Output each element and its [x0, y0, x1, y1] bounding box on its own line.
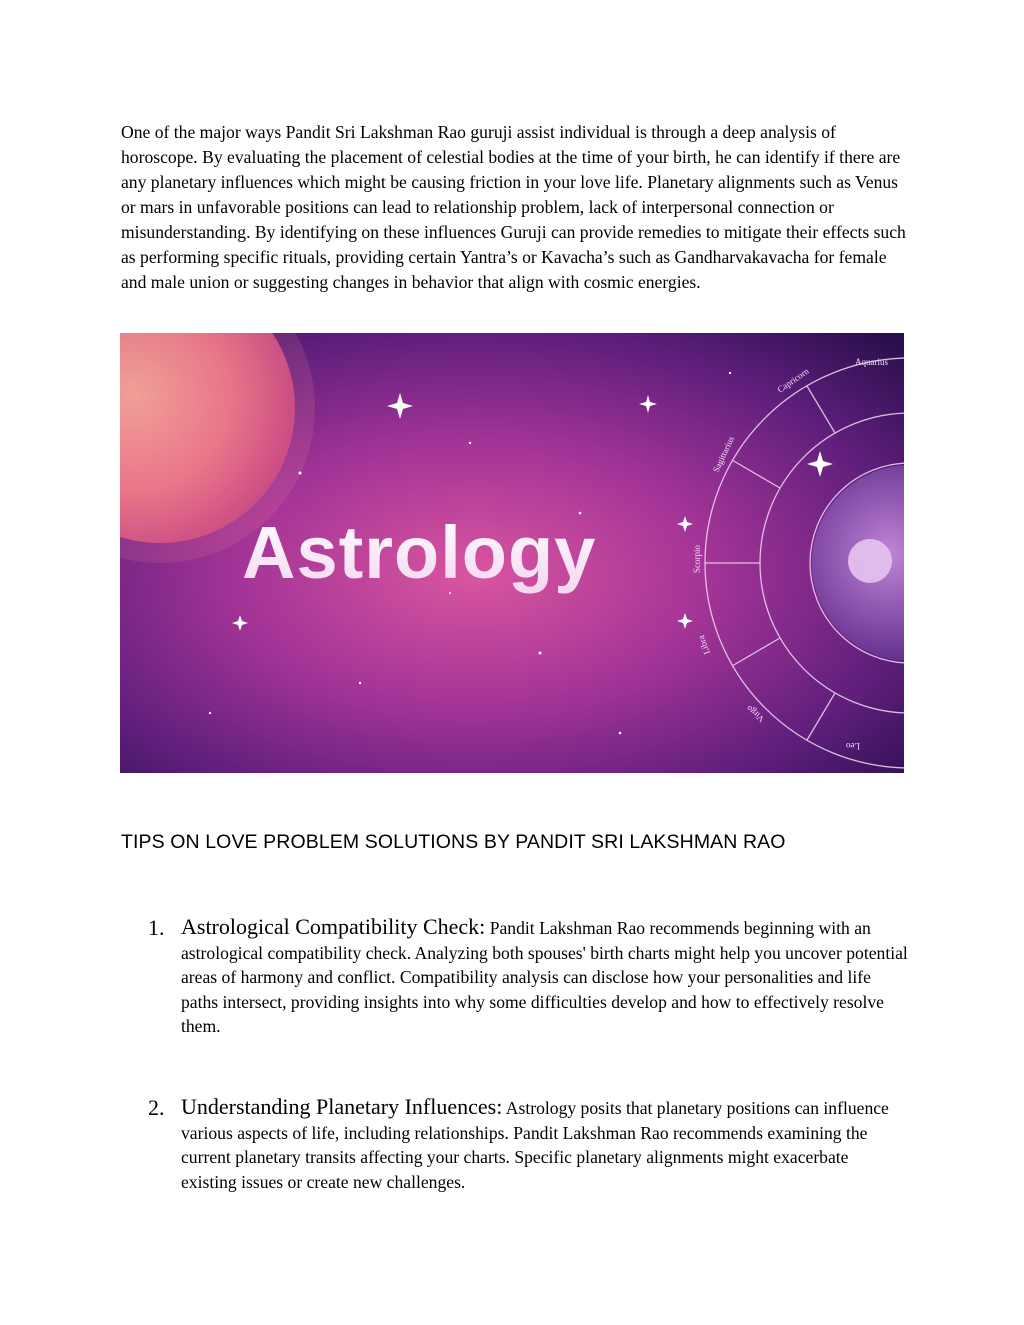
tip-text: Astrology posits that planetary positions can influence various aspects of life, including relationships. Pandit Lakshman Rao recommends examining the current planetary transits affecting your charts. Specific planetary alignments might exacerbate existing issues or create new challenges.: [181, 1098, 889, 1192]
list-number: 2.: [148, 1095, 165, 1120]
zodiac-label: Sagittarius: [710, 434, 737, 474]
zodiac-label: Capricorn: [775, 365, 811, 395]
tip-text: Pandit Lakshman Rao recommends beginning with an astrological compatibility check. Analyzing both spouses' birth charts might help you uncover potential areas of harmony and conflict. Compatibility analysis can disclose how your personalities and life paths intersect, providing insights into why some difficulties develop and how to effectively resolve them.: [181, 918, 908, 1037]
tip-title: Astrological Compatibility Check:: [181, 914, 486, 939]
banner-title: Astrology: [242, 511, 597, 594]
list-number: 1.: [148, 915, 165, 940]
list-item: [148, 915, 908, 1039]
zodiac-label: Scorpio: [692, 545, 702, 573]
astrology-banner-image: [120, 333, 904, 773]
zodiac-label: Libra: [695, 633, 712, 656]
zodiac-label: Aquarius: [855, 357, 888, 367]
intro-paragraph: One of the major ways Pandit Sri Lakshman Rao guruji assist individual is through a deep analysis of horoscope. By evaluating the placement of celestial bodies at the time of your birth, he can identify if there are any planetary influences which might be causing friction in your love life. Planetary alignments such as Venus or mars in unfavorable positions can lead to relationship problem, lack of interpersonal connection or misunderstanding. By identifying on these influences Guruji can provide remedies to mitigate their effects such as performing specific rituals, providing certain Yantra’s or Kavacha’s such as Gandharvakavacha for female and male union or suggesting changes in behavior that align with cosmic energies.: [121, 122, 906, 292]
zodiac-label: Leo: [846, 741, 860, 751]
list-item: [148, 1095, 908, 1194]
zodiac-label: Virgo: [744, 703, 767, 725]
section-heading: TIPS ON LOVE PROBLEM SOLUTIONS BY PANDIT SRI LAKSHMAN RAO: [121, 831, 786, 853]
tip-title: Understanding Planetary Influences:: [181, 1094, 503, 1119]
